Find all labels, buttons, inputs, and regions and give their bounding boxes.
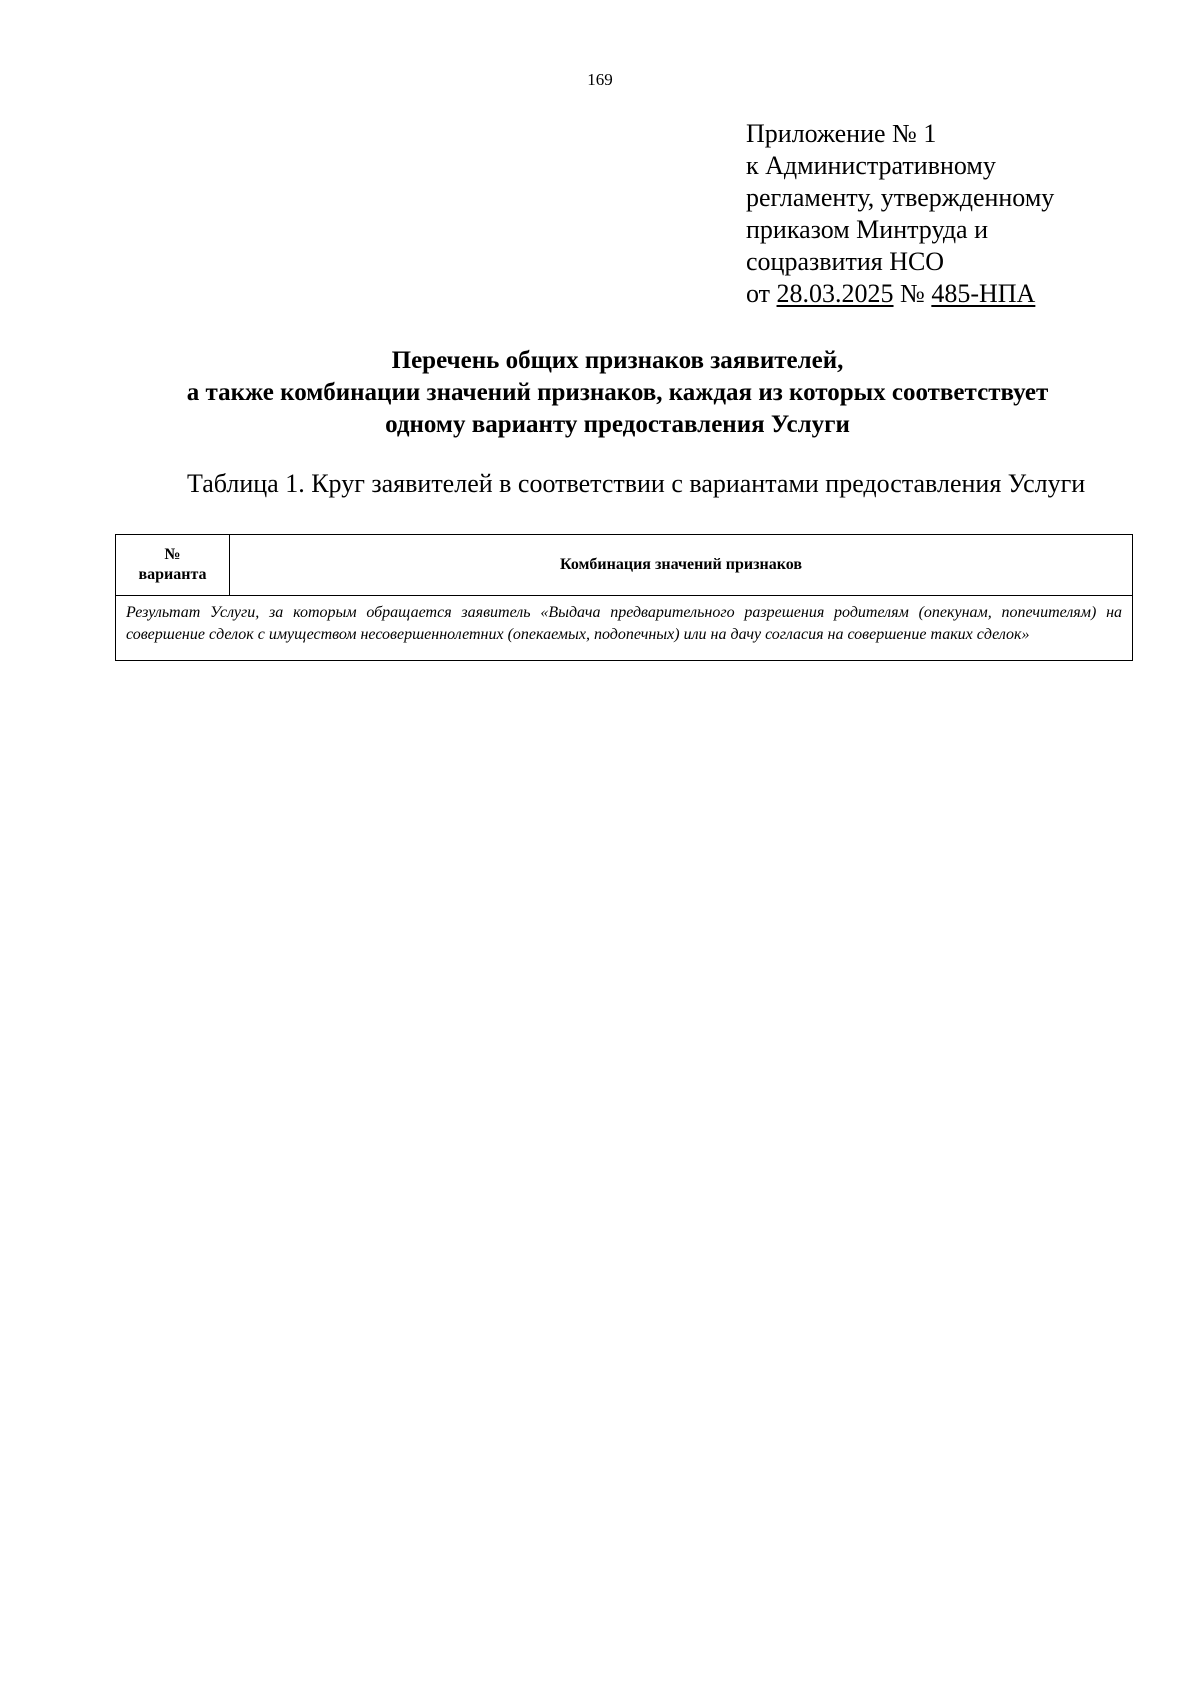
appendix-date-prefix: от [746,279,771,308]
header-variant-sign: № [164,546,181,563]
heading-line-1: Перечень общих признаков заявителей, [391,347,844,374]
appendix-line-4: приказом Минтруда и [746,215,989,244]
appendix-line-3: регламенту, утвержденному [746,183,1055,212]
page-number: 169 [587,70,613,89]
header-combination: Комбинация значений признаков [230,535,1133,596]
appendix-block [746,118,1166,310]
appendix-line-2: к Административному [746,151,996,180]
table-row [116,596,1133,661]
appendix-date-line [746,278,1166,310]
heading-line-3: одному варианту предоставления Услуги [385,411,850,438]
heading-line-2: а также комбинации значений признаков, каждая из которых соответствует [186,379,1049,406]
result-row-cell: Результат Услуги, за которым обращается заявитель «Выдача предварительного разрешения родителям (опекунам, попечителям) на совершение сделок с имуществом несовершеннолетних (опекаемых, подопечных) или на дачу согласия на совершение таких сделок» [116,596,1133,661]
appendix-number-sign: № [900,279,925,308]
document-heading [110,345,1125,441]
table-caption: Таблица 1. Круг заявителей в соответствии с вариантами предоставления Услуги [187,469,1086,498]
appendix-date: 28.03.2025 [776,279,894,308]
appendix-line-5: соцразвития НСО [746,247,945,276]
appendix-line-1: Приложение № 1 [746,119,937,148]
appendix-number: 485-НПА [931,279,1036,308]
header-variant-word: варианта [138,566,207,583]
table-header-row [116,535,1133,596]
applicants-table [115,534,1133,661]
header-variant-number [116,535,230,596]
